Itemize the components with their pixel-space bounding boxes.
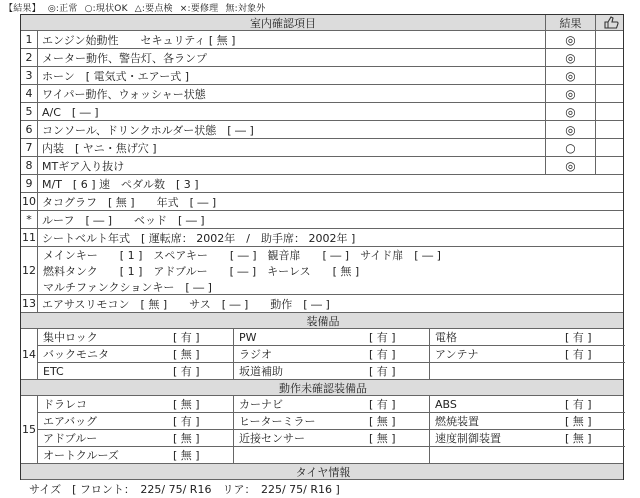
item-value: [ 有 ] <box>369 331 396 344</box>
legend-head: 【結果】 <box>4 4 41 14</box>
item-name: ヒーターミラー <box>239 415 316 428</box>
keys-row <box>21 247 623 295</box>
item-value: [ 有 ] <box>369 398 396 411</box>
item-name: 坂道補助 <box>239 365 283 378</box>
item-value: [ 無 ] <box>173 449 200 462</box>
item-value: [ 有 ] <box>173 365 200 378</box>
row-number: 4 <box>25 87 33 100</box>
item-value: [ 無 ] <box>565 432 592 445</box>
check-result: ◎ <box>545 121 595 138</box>
info-text: ルーフ [ ― ] ベッド [ ― ] <box>37 211 625 228</box>
row-number: 9 <box>25 177 33 190</box>
note-cell <box>595 157 625 174</box>
item-name: PW <box>239 330 257 344</box>
row-number: 13 <box>22 297 36 310</box>
check-row <box>21 49 623 67</box>
row-number: 3 <box>25 69 33 82</box>
check-row <box>21 103 623 121</box>
row-number: 1 <box>25 33 33 46</box>
section-header <box>21 464 623 480</box>
row-number: 15 <box>22 423 36 436</box>
item-name: ラジオ <box>239 348 272 361</box>
info-row <box>21 229 623 247</box>
section-title: 動作未確認装備品 <box>279 381 367 395</box>
row-number: 7 <box>25 141 33 154</box>
item-name: 電格 <box>435 331 457 344</box>
info-text: タコグラフ [ 無 ] 年式 [ ― ] <box>37 193 625 210</box>
note-cell <box>595 103 625 120</box>
result-legend <box>4 1 269 14</box>
check-text: ワイパー動作、ウォッシャー状態 <box>37 85 545 102</box>
item-name: アンテナ <box>435 348 479 361</box>
unconfirmed-row <box>37 430 625 447</box>
info-row <box>21 211 623 229</box>
item-value: [ 有 ] <box>565 348 592 361</box>
legend-item: 無:対象外 <box>225 4 266 14</box>
item-name: ドラレコ <box>43 398 87 411</box>
check-row <box>21 85 623 103</box>
note-cell <box>595 67 625 84</box>
note-cell <box>595 49 625 66</box>
item-value: [ 有 ] <box>565 331 592 344</box>
unconfirmed-row <box>37 396 625 413</box>
row-number: 11 <box>22 231 36 244</box>
row-number: 14 <box>22 347 36 361</box>
check-text: ホーン [ 電気式・エアー式 ] <box>37 67 545 84</box>
check-text: 内装 [ ヤニ・焦げ穴 ] <box>37 139 545 156</box>
check-result: ◎ <box>545 157 595 174</box>
table-header <box>21 15 623 31</box>
keys-line: 燃料タンク [ 1 ] アドブルー [ ― ] キーレス [ 無 ] <box>43 265 360 278</box>
item-name: 近接センサー <box>239 432 305 445</box>
item-value: [ 無 ] <box>173 432 200 445</box>
unconfirmed-row <box>37 413 625 430</box>
row-number: 6 <box>25 123 33 136</box>
item-value: [ 無 ] <box>173 398 200 411</box>
row-number: 12 <box>22 264 36 277</box>
row-number: 10 <box>22 195 36 208</box>
item-name: カーナビ <box>239 398 283 411</box>
section-title: 装備品 <box>306 314 340 328</box>
equipment-block <box>21 329 623 380</box>
header-result: 結果 <box>545 15 595 30</box>
info-text: M/T [ 6 ] 速 ペダル数 [ 3 ] <box>37 175 625 192</box>
check-result: ◎ <box>545 49 595 66</box>
header-title: 室内確認項目 <box>250 16 316 30</box>
check-result: ◎ <box>545 31 595 48</box>
note-cell <box>595 85 625 102</box>
info-row <box>21 193 623 211</box>
legend-item: ◎:正常 <box>47 4 78 14</box>
item-name: ETC <box>43 364 64 378</box>
item-name: 速度制御装置 <box>435 432 501 445</box>
info-row <box>21 295 623 313</box>
check-result: ○ <box>545 139 595 156</box>
legend-item: ○:現状OK <box>84 4 128 14</box>
equipment-row <box>37 346 625 363</box>
item-name: バックモニタ <box>43 348 109 361</box>
equipment-row <box>37 329 625 346</box>
item-value: [ 無 ] <box>369 432 396 445</box>
check-row <box>21 121 623 139</box>
check-text: コンソール、ドリンクホルダー状態 [ ― ] <box>37 121 545 138</box>
row-number: * <box>26 213 32 226</box>
info-row <box>21 175 623 193</box>
check-text: A/C [ ― ] <box>37 103 545 120</box>
row-number: 2 <box>25 51 33 64</box>
note-cell <box>595 121 625 138</box>
check-row <box>21 31 623 49</box>
check-text: メーター動作、警告灯、各ランプ <box>37 49 545 66</box>
section-header <box>21 313 623 329</box>
hand-pointer-icon <box>595 15 625 30</box>
item-value: [ 無 ] <box>173 348 200 361</box>
note-cell <box>595 31 625 48</box>
tire-size-text: サイズ [ フロント： 225/ 75/ R16 リア： 225/ 75/ R16 ] <box>29 483 340 496</box>
item-name: 燃焼装置 <box>435 415 479 428</box>
note-cell <box>595 139 625 156</box>
item-value: [ 有 ] <box>173 331 200 344</box>
info-text: シートベルト年式 [ 運転席： 2002年 / 助手席： 2002年 ] <box>37 229 625 246</box>
legend-item: ×:要修理 <box>179 4 219 14</box>
check-row <box>21 67 623 85</box>
item-value: [ 有 ] <box>173 415 200 428</box>
item-value: [ 有 ] <box>369 365 396 378</box>
item-value: [ 有 ] <box>369 348 396 361</box>
row-number: 8 <box>25 159 33 172</box>
check-result: ◎ <box>545 103 595 120</box>
unconfirmed-block <box>21 396 623 464</box>
check-row <box>21 157 623 175</box>
item-name: エアバッグ <box>43 415 98 428</box>
item-name: 集中ロック <box>43 331 98 344</box>
item-value: [ 有 ] <box>565 398 592 411</box>
check-text: エンジン始動性 セキュリティ [ 無 ] <box>37 31 545 48</box>
section-header <box>21 380 623 396</box>
check-result: ◎ <box>545 85 595 102</box>
tire-row <box>21 480 623 498</box>
interior-check-sheet <box>20 14 624 496</box>
unconfirmed-row <box>37 447 625 464</box>
check-text: MTギア入り抜け <box>37 157 545 174</box>
item-name: ABS <box>435 397 457 411</box>
section-title: タイヤ情報 <box>295 465 351 479</box>
item-name: オートクルーズ <box>43 449 119 462</box>
keys-line: メインキー [ 1 ] スペアキー [ ― ] 観音扉 [ ― ] サイド扉 [ ― ] <box>43 249 441 262</box>
keys-line: マルチファンクションキー [ ― ] <box>43 281 212 294</box>
item-value: [ 無 ] <box>369 415 396 428</box>
info-text: エアサスリモコン [ 無 ] サス [ ― ] 動作 [ ― ] <box>37 295 625 312</box>
equipment-row <box>37 363 625 380</box>
check-row <box>21 139 623 157</box>
legend-item: △:要点検 <box>134 4 173 14</box>
item-value: [ 無 ] <box>565 415 592 428</box>
item-name: アドブルー <box>43 432 98 445</box>
row-number: 5 <box>25 105 33 118</box>
check-result: ◎ <box>545 67 595 84</box>
